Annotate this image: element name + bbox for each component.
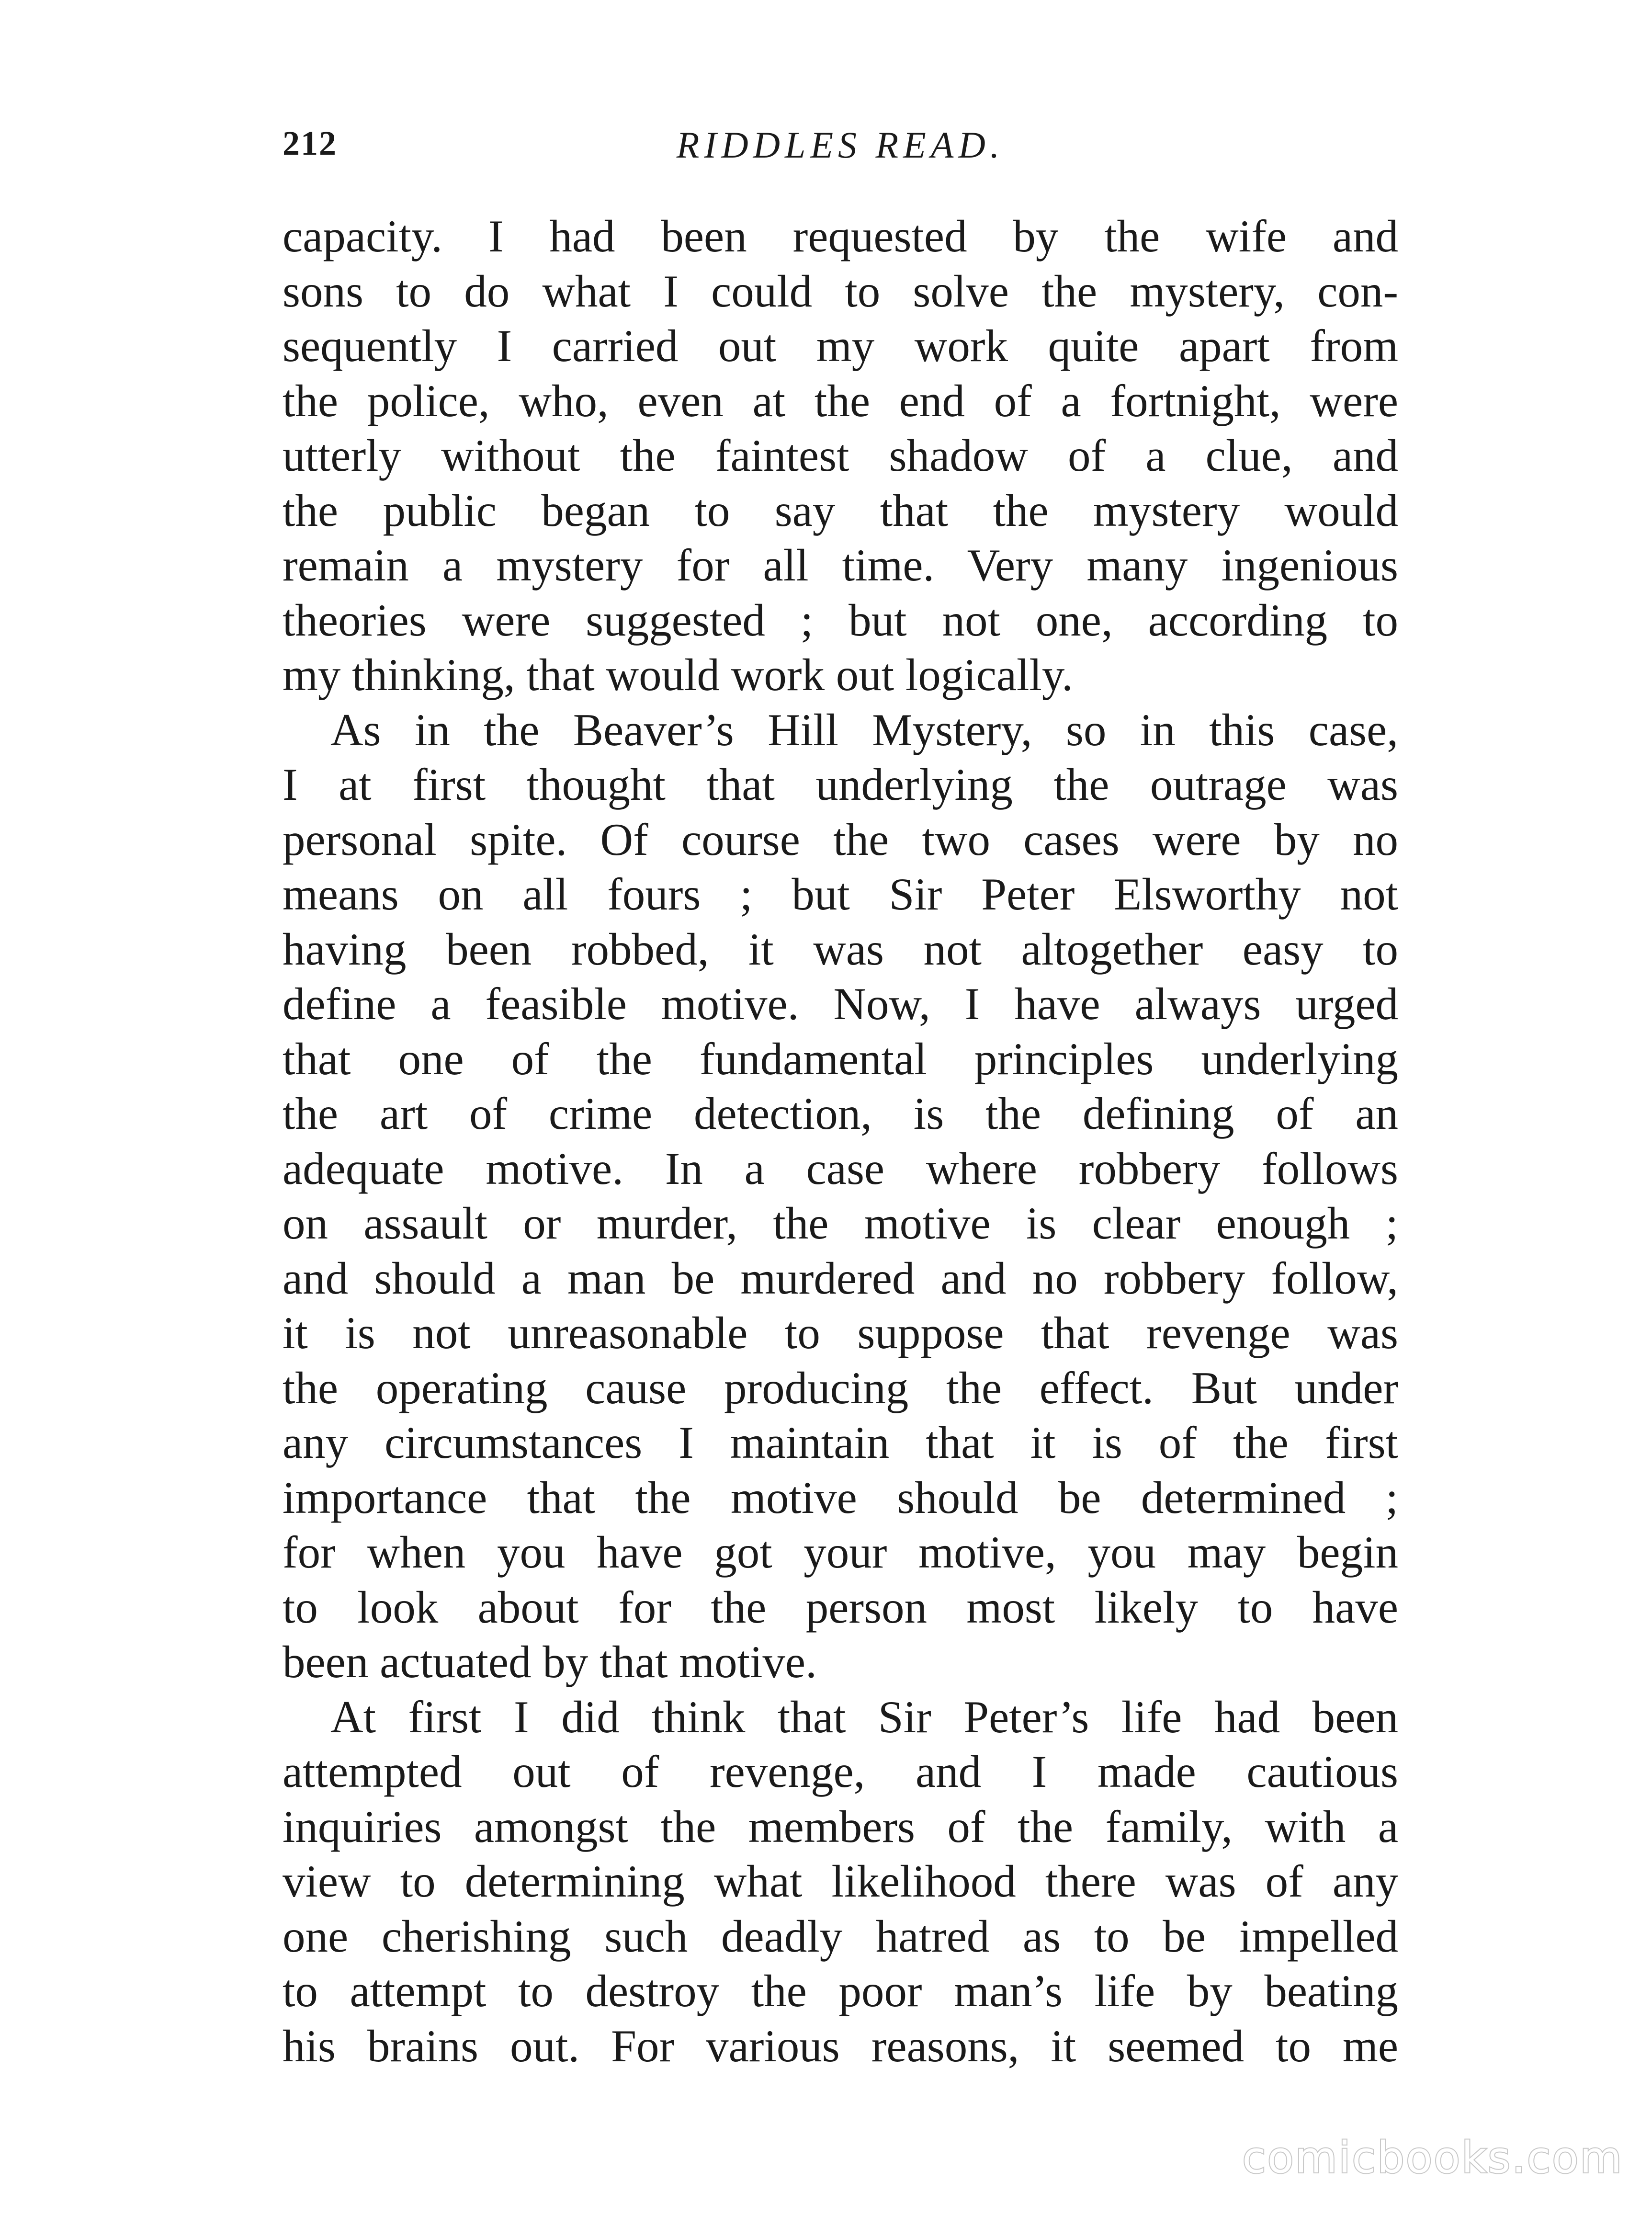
text-line: one cherishing such deadly hatred as to be impelled	[283, 1910, 1398, 1962]
text-line: to attempt to destroy the poor man’s life by beating	[283, 1966, 1398, 2016]
text-line: his brains out. For various reasons, it seemed to me	[283, 2020, 1398, 2071]
body-text	[283, 209, 1398, 2073]
text-line: to look about for the person most likely to have	[283, 1581, 1398, 1633]
text-line: importance that the motive should be determined ;	[283, 1472, 1398, 1523]
text-line: it is not unreasonable to suppose that revenge was	[283, 1307, 1398, 1358]
text-line: personal spite. Of course the two cases were by no	[283, 814, 1398, 865]
running-title: RIDDLES READ.	[676, 124, 1005, 166]
text-line: At first I did think that Sir Peter’s life had been	[330, 1691, 1398, 1742]
text-line: and should a man be murdered and no robbery follow,	[283, 1252, 1398, 1304]
text-line: I at first thought that underlying the outrage was	[283, 759, 1398, 810]
watermark: comicbooks.com	[1242, 2133, 1623, 2183]
text-line: remain a mystery for all time. Very many ingenious	[283, 540, 1398, 591]
text-line: having been robbed, it was not altogether easy to	[283, 923, 1398, 975]
text-line: sequently I carried out my work quite apart from	[283, 320, 1398, 371]
text-line: As in the Beaver’s Hill Mystery, so in this case,	[330, 704, 1398, 755]
running-head	[283, 124, 1398, 176]
text-line: any circumstances I maintain that it is of the first	[283, 1417, 1398, 1468]
text-line: means on all fours ; but Sir Peter Elsworthy not	[283, 869, 1398, 920]
text-line: utterly without the faintest shadow of a clue, and	[283, 430, 1398, 481]
text-line: the operating cause producing the effect. But under	[283, 1362, 1398, 1413]
text-line: define a feasible motive. Now, I have always urged	[283, 978, 1398, 1029]
text-line: for when you have got your motive, you may begin	[283, 1527, 1398, 1578]
page-number: 212	[283, 124, 337, 162]
text-line: view to determining what likelihood there was of any	[283, 1856, 1398, 1907]
text-line: the public began to say that the mystery would	[283, 485, 1398, 536]
text-line: that one of the fundamental principles underlying	[283, 1033, 1398, 1084]
text-line: the art of crime detection, is the defining of an	[283, 1088, 1398, 1139]
text-line: on assault or murder, the motive is clear enough ;	[283, 1198, 1398, 1249]
text-line: attempted out of revenge, and I made cautious	[283, 1746, 1398, 1797]
text-line: adequate motive. In a case where robbery follows	[283, 1143, 1398, 1194]
text-line: inquiries amongst the members of the family, with a	[283, 1801, 1398, 1852]
text-line: the police, who, even at the end of a fortnight, were	[283, 375, 1398, 426]
text-line: theories were suggested ; but not one, according to	[283, 594, 1398, 646]
text-line: capacity. I had been requested by the wife and	[283, 211, 1398, 261]
text-line: my thinking, that would work out logically.	[283, 649, 1073, 700]
text-line: sons to do what I could to solve the mystery, con-	[283, 265, 1398, 317]
text-line: been actuated by that motive.	[283, 1636, 817, 1687]
